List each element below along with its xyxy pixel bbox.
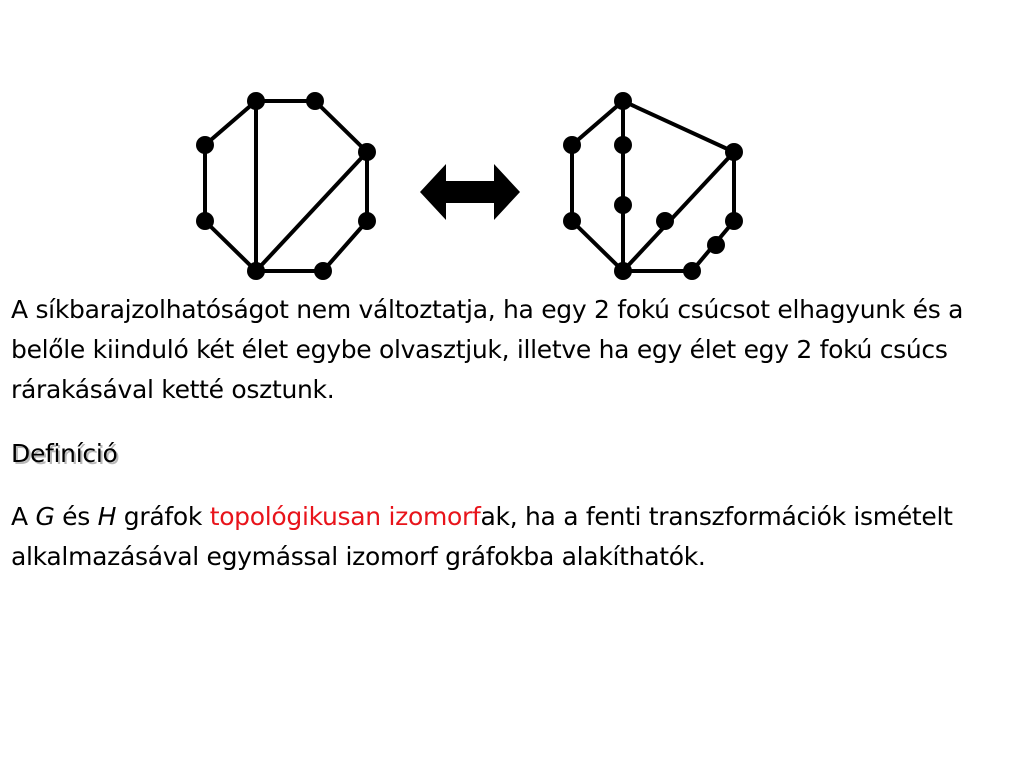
vertex — [306, 92, 324, 110]
vertex — [614, 196, 632, 214]
vertex — [725, 143, 743, 161]
vertex — [563, 212, 581, 230]
graph-h-symbol: H — [97, 502, 117, 531]
vertex — [707, 236, 725, 254]
vertex — [656, 212, 674, 230]
intro-paragraph — [11, 290, 1011, 410]
left-graph-vertices — [196, 92, 376, 280]
vertex — [358, 143, 376, 161]
double-headed-arrow-icon — [420, 164, 520, 220]
definition-term: topológikusan izomorf — [209, 502, 481, 531]
definition-heading-container — [11, 434, 1011, 474]
definition-paragraph — [11, 497, 1011, 577]
definition-heading: Definíció — [11, 439, 118, 468]
intro-text: A síkbarajzolhatóságot nem változtatja, ha egy 2 fokú csúcsot elhagyunk és a belőle kiinduló két élet egybe olvasztjuk, illetve ha egy élet egy 2 fokú csúcs rárakásával ketté osztunk. — [11, 295, 964, 404]
definition-text-part1: A — [11, 502, 36, 531]
definition-text-part4: ak, ha a fenti transzformációk ismételt alkalmazásával egymással izomorf gráfokba alakíthatók. — [11, 502, 953, 571]
graph-g-symbol: G — [35, 502, 55, 531]
definition-text-part2: és — [54, 502, 98, 531]
vertex — [314, 262, 332, 280]
vertex — [196, 212, 214, 230]
vertex — [614, 136, 632, 154]
vertex — [683, 262, 701, 280]
vertex — [563, 136, 581, 154]
vertex — [614, 92, 632, 110]
right-graph-vertices — [563, 92, 743, 280]
definition-text-part3: gráfok — [116, 502, 210, 531]
graphs-figure — [0, 0, 1024, 290]
vertex — [358, 212, 376, 230]
left-graph — [205, 101, 367, 271]
vertex — [247, 262, 265, 280]
vertex — [196, 136, 214, 154]
vertex — [614, 262, 632, 280]
vertex — [725, 212, 743, 230]
vertex — [247, 92, 265, 110]
